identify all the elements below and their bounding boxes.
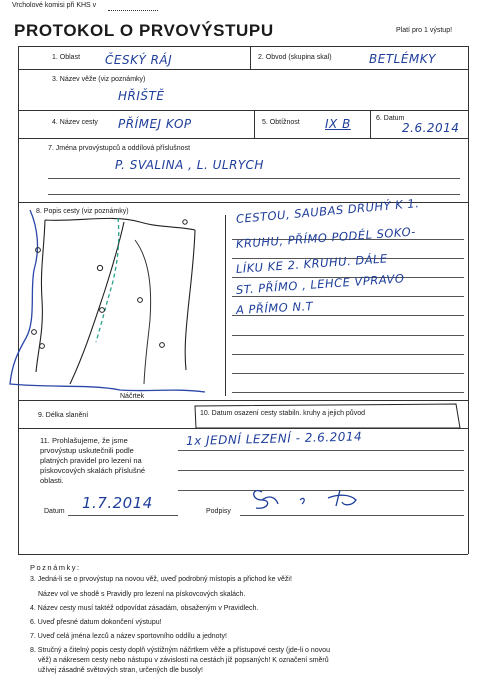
note-3b: Název vol ve shodě s Pravidly pro lezení na pískovcových skalách.: [38, 591, 246, 598]
description-line-2: KRUHU, PŘÍMO PODÉL SOKO-: [235, 224, 417, 251]
note-7: 7. Uveď celá jména lezců a název sportovního oddílu a jednoty!: [30, 633, 227, 640]
signature-2: [300, 498, 304, 504]
field-grade-label: 5. Obtížnost: [262, 119, 300, 126]
field-tower-value: HŘIŠTĚ: [118, 89, 165, 103]
field-route-label: 4. Název cesty: [52, 119, 98, 126]
frame-bottom: [18, 554, 468, 555]
committee-line: Vrcholové komisi při KHS v: [12, 2, 97, 9]
copy-note: Platí pro 1 výstup!: [396, 27, 453, 34]
field-date-value: 2.6.2014: [402, 121, 460, 135]
field-date-label: 6. Datum: [376, 115, 405, 122]
field-area-label: 1. Oblast: [52, 54, 81, 61]
page-title: PROTOKOL O PRVOVÝSTUPU: [14, 21, 274, 40]
description-line-5: A PŘÍMO N.T: [235, 298, 314, 317]
field-bolts-value: 1x JEDNÍ LEZENÍ - 2.6.2014: [185, 429, 363, 448]
field-rappel-label: 9. Délka slanění: [38, 412, 89, 419]
field-route-value: PŘÍMEJ KOP: [118, 117, 192, 131]
date-value: 1.7.2014: [82, 494, 153, 512]
note-3: 3. Jedná-li se o prvovýstup na novou věž, uveď podrobný místopis a přichod ke věži!: [30, 576, 292, 583]
field-tower-label: 3. Název věže (viz poznámky): [52, 76, 146, 83]
field-description-label: 8. Popis cesty (viz poznámky): [36, 208, 129, 215]
note-8: 8. Stručný a čitelný popis cesty doplň výstižným náčrtkem věže a přístupové cesty (jde-li o novou: [30, 647, 330, 654]
field-area-value: ČESKÝ RÁJ: [105, 53, 173, 67]
signatures-label: Podpisy: [206, 508, 231, 515]
field-climbers-label: 7. Jména prvovýstupců a oddílová příslušnost: [48, 145, 191, 152]
description-line-1: CESTOU, SAUBAS DRUHÝ K 1.: [235, 195, 420, 226]
sketch-label: Náčrtek: [120, 393, 145, 400]
note-4: 4. Název cesty musí taktéž odpovídat zásadám, obsaženým v Pravidlech.: [30, 605, 259, 612]
field-district-label: 2. Obvod (skupina skal): [258, 54, 332, 61]
field-bolts-label: 10. Datum osazení cesty stabiln. kruhy a jejich původ: [200, 410, 365, 417]
signature-1: [254, 491, 278, 509]
field-grade-value: IX B: [325, 117, 351, 131]
field-district-value: BETLÉMKY: [369, 52, 436, 66]
notes-heading: Poznámky:: [30, 563, 81, 572]
date-label: Datum: [44, 508, 65, 515]
description-line-4: ST. PŘÍMO , LEHCE VPRAVO: [235, 271, 405, 297]
note-6: 6. Uveď přesné datum dokončení výstupu!: [30, 619, 162, 626]
description-line-3: LÍKU KE 2. KRUHU. DÁLE: [235, 251, 389, 276]
declaration-text: 11. Prohlašujeme, že jsme prvovýstup uskutečnili podle platných pravidel pro lezení na pískovcových skalách příslušné oblasti.: [40, 436, 146, 485]
signature-3: [328, 490, 356, 506]
note-8b: věž) a nákresem cesty nebo nástupu v závislosti na cestách již popsaných! K označení směrů: [38, 657, 329, 664]
field-climbers-value: P. SVALINA , L. ULRYCH: [115, 158, 264, 172]
note-8c: užívej zásadně světových stran, určených dle busoly!: [38, 667, 203, 674]
